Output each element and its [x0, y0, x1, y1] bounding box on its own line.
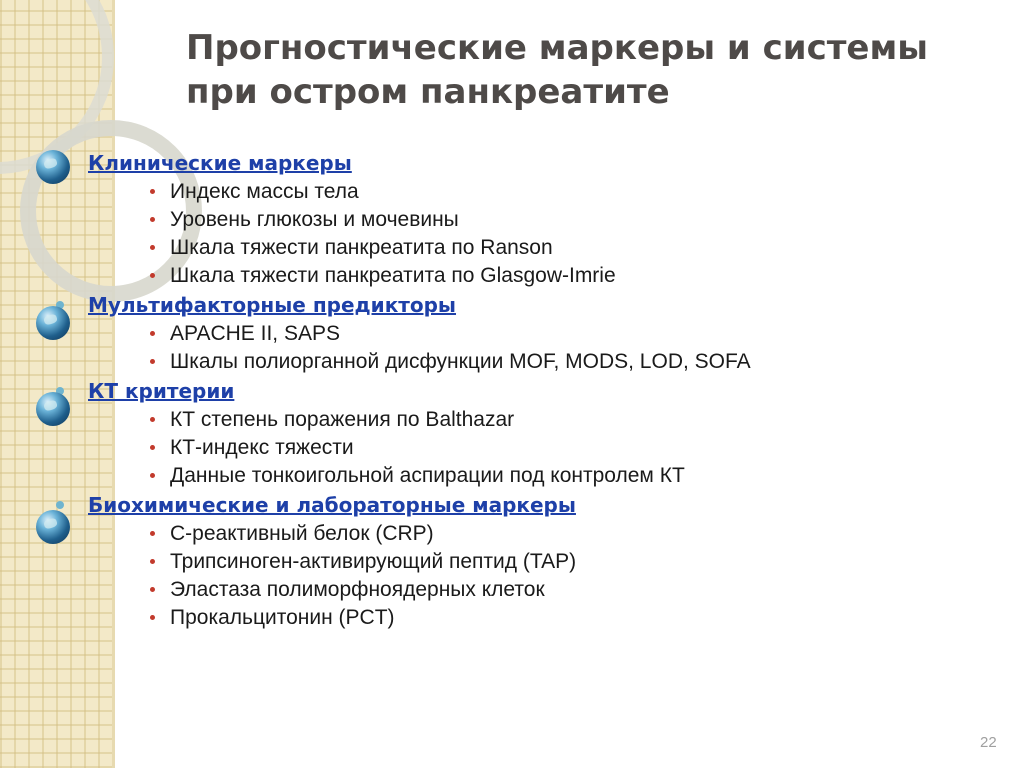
bullet-dot-icon	[150, 473, 155, 478]
content-list	[0, 148, 1024, 632]
bullet-dot-icon	[150, 559, 155, 564]
list-item-text: APACHE II, SAPS	[170, 322, 340, 345]
section-ct-criteria	[0, 376, 1024, 490]
bullet-dot-icon	[150, 189, 155, 194]
list-item	[0, 434, 1024, 462]
title-line-2: при остром панкреатите	[186, 72, 670, 112]
bullet-dot-icon	[150, 273, 155, 278]
list-item	[0, 206, 1024, 234]
section-heading-row	[0, 490, 1024, 520]
list-item	[0, 548, 1024, 576]
bullet-dot-icon	[56, 501, 64, 509]
list-item-text: С-реактивный белок (CRP)	[170, 522, 434, 545]
bullet-dot-icon	[150, 417, 155, 422]
list-item-text: КТ степень поражения по Balthazar	[170, 408, 515, 431]
list-item	[0, 462, 1024, 490]
bullet-dot-icon	[150, 615, 155, 620]
list-item-text: Шкала тяжести панкреатита по Ranson	[170, 236, 553, 259]
list-item	[0, 406, 1024, 434]
section-heading-row	[0, 148, 1024, 178]
slide-title	[186, 26, 986, 114]
list-item-text: Уровень глюкозы и мочевины	[170, 208, 459, 231]
list-item-text: Шкала тяжести панкреатита по Glasgow-Imrie	[170, 264, 616, 287]
section-heading: Мультифакторные предикторы	[88, 293, 457, 317]
section-biochemical-markers	[0, 490, 1024, 632]
list-item-text: Шкалы полиорганной дисфункции MOF, MODS, LOD, SOFA	[170, 350, 751, 373]
title-line-1: Прогностические маркеры и системы	[186, 28, 929, 68]
bullet-dot-icon	[150, 217, 155, 222]
list-item	[0, 604, 1024, 632]
list-item	[0, 576, 1024, 604]
bullet-dot-icon	[150, 445, 155, 450]
list-item	[0, 262, 1024, 290]
list-item	[0, 178, 1024, 206]
list-item	[0, 234, 1024, 262]
list-item-text: КТ-индекс тяжести	[170, 436, 354, 459]
section-clinical-markers	[0, 148, 1024, 290]
section-heading: Биохимические и лабораторные маркеры	[88, 493, 576, 517]
bullet-dot-icon	[150, 531, 155, 536]
list-item-text: Прокальцитонин (PCT)	[170, 606, 395, 629]
section-heading-row	[0, 290, 1024, 320]
section-heading: Клинические маркеры	[88, 151, 352, 175]
section-heading-row	[0, 376, 1024, 406]
list-item-text: Данные тонкоигольной аспирации под контролем КТ	[170, 464, 685, 487]
bullet-dot-icon	[150, 587, 155, 592]
section-heading: КТ критерии	[88, 379, 235, 403]
section-multifactor-predictors	[0, 290, 1024, 376]
list-item	[0, 348, 1024, 376]
list-item-text: Индекс массы тела	[170, 180, 359, 203]
bullet-dot-icon	[150, 359, 155, 364]
list-item-text: Трипсиноген-активирующий пептид (TAP)	[170, 550, 577, 573]
list-item	[0, 320, 1024, 348]
list-item	[0, 520, 1024, 548]
bullet-dot-icon	[150, 331, 155, 336]
page-number: 22	[980, 734, 997, 751]
list-item-text: Эластаза полиморфноядерных клеток	[170, 578, 545, 601]
bullet-dot-icon	[150, 245, 155, 250]
